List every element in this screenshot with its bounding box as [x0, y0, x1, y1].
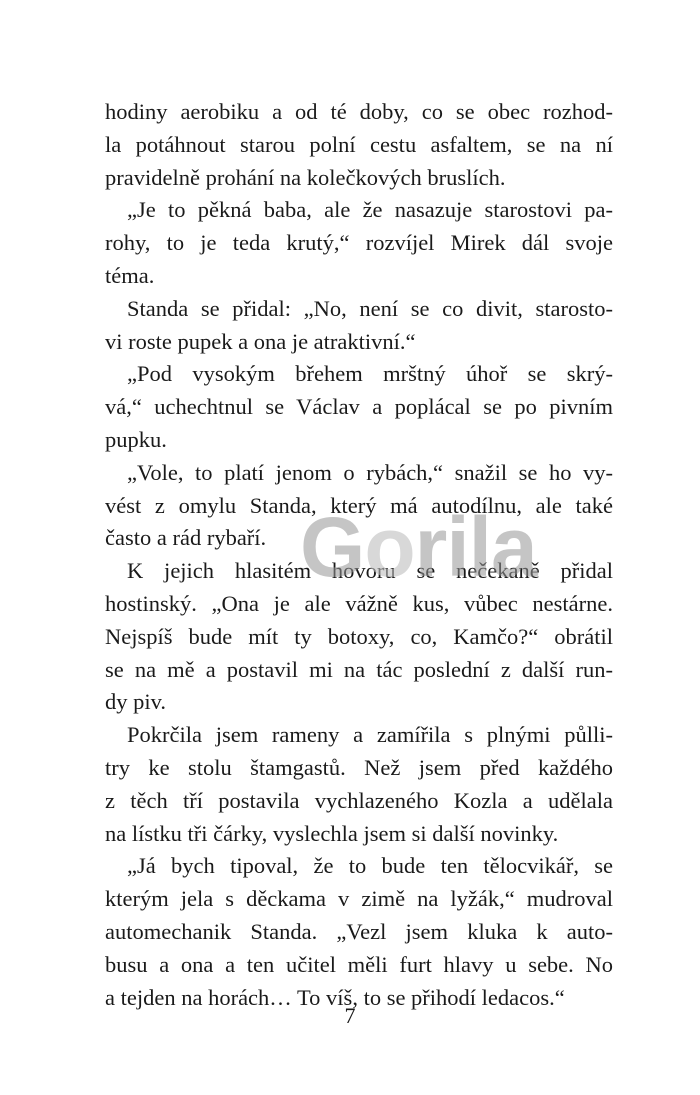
text-line: téma. [105, 262, 155, 288]
text-line: pravidelně prohání na kolečkových bruslích. [105, 164, 506, 190]
text-line: často a rád rybaří. [105, 525, 267, 551]
text-line: rohy, to je teda krutý,“ rozvíjel Mirek dál svoje [105, 230, 613, 256]
paragraph [105, 358, 613, 456]
text-line: a tejden na horách… To víš, to se přihodí ledacos.“ [105, 984, 565, 1010]
watermark-part-start: G [300, 500, 365, 594]
watermark-part-end: rila [414, 500, 537, 594]
text-line: se na mě a postavil mi na tác poslední z další run- [105, 656, 613, 682]
page-number: 7 [344, 1003, 356, 1028]
text-line: na lístku tři čárky, vyslechla jsem si další novinky. [105, 820, 559, 846]
page-body [105, 96, 613, 1014]
text-line: pupku. [105, 426, 167, 452]
text-line: vést z omylu Standa, který má autodílnu, ale také [105, 492, 613, 518]
paragraph [105, 457, 613, 555]
text-line: Nejspíš bude mít ty botoxy, co, Kamčo?“ obrátil [105, 623, 613, 649]
text-line: vá,“ uchechtnul se Václav a poplácal se po pivním [105, 394, 613, 420]
text-line: „Vole, to platí jenom o rybách,“ snažil se ho vy- [127, 459, 613, 485]
text-line: „Pod vysokým břehem mrštný úhoř se skrý- [127, 361, 613, 387]
text-line: z těch tří postavila vychlazeného Kozla a udělala [105, 787, 613, 813]
paragraph [105, 850, 613, 1014]
text-line: Pokrčila jsem rameny a zamířila s plnými půlli- [127, 722, 613, 748]
text-line: hodiny aerobiku a od té doby, co se obec rozhod- [105, 99, 613, 124]
text-line: la potáhnout starou polní cestu asfaltem, se na ní [105, 131, 613, 157]
text-line: busu a ona a ten učitel měli furt hlavy u sebe. No [105, 951, 613, 977]
text-line: K jejich hlasitém hovoru se nečekaně přidal [127, 558, 613, 584]
text-line: „Je to pěkná baba, ale že nasazuje starostovi pa- [127, 197, 613, 223]
text-line: kterým jela s děckama v zimě na lyžák,“ mudroval [105, 886, 613, 912]
paragraph [105, 719, 613, 850]
text-line: vi roste pupek a ona je atraktivní.“ [105, 328, 416, 354]
paragraph [105, 293, 613, 359]
text-line: hostinský. „Ona je ale vážně kus, vůbec nestárne. [105, 590, 613, 616]
text-line: dy piv. [105, 689, 167, 715]
watermark-part-o: o [364, 500, 415, 594]
text-line: automechanik Standa. „Vezl jsem kluka k auto- [105, 918, 613, 944]
paragraph [105, 194, 613, 292]
text-line: Standa se přidal: „No, není se co divit, starosto- [127, 295, 613, 321]
paragraph [105, 96, 613, 194]
text-line: „Já bych tipoval, že to bude ten tělocvikář, se [127, 853, 613, 879]
paragraph [105, 555, 613, 719]
text-line: try ke stolu štamgastů. Než jsem před každého [105, 754, 613, 780]
